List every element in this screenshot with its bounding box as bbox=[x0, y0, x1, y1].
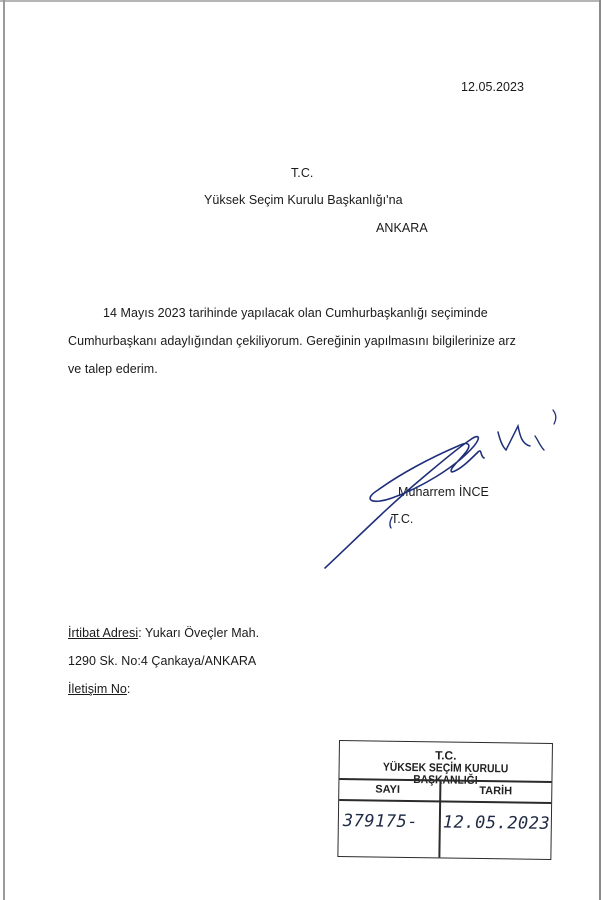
address-label: İrtibat Adresi bbox=[68, 626, 139, 640]
recipient-institution: Yüksek Seçim Kurulu Başkanlığı'na bbox=[204, 193, 403, 207]
stamp-number-value: 379175- bbox=[342, 811, 419, 833]
stamp-title-tc: T.C. bbox=[435, 748, 457, 763]
stamp-divider-vertical bbox=[438, 779, 441, 857]
signatory-tc: T.C. bbox=[391, 512, 414, 526]
stamp-title-institution: YÜKSEK SEÇİM KURULU bbox=[382, 761, 509, 776]
stamp-divider-middle bbox=[339, 799, 551, 803]
stamp-date-label: TARİH bbox=[479, 784, 513, 798]
phone-line bbox=[68, 682, 130, 696]
address-line-2: 1290 Sk. No:4 Çankaya/ANKARA bbox=[68, 654, 257, 668]
recipient-city: ANKARA bbox=[376, 221, 428, 235]
body-line-2: Cumhurbaşkanı adaylığından çekiliyorum. Gereğinin yapılmasını bilgilerinize arz bbox=[68, 334, 516, 348]
registry-stamp bbox=[337, 740, 553, 860]
address-street: : Yukarı Öveçler Mah. bbox=[138, 626, 260, 640]
signatory-name: Muharrem İNCE bbox=[398, 485, 489, 499]
phone-suffix: : bbox=[126, 682, 131, 696]
stamp-date-value: 12.05.2023 bbox=[442, 812, 551, 834]
recipient-tc: T.C. bbox=[291, 166, 314, 180]
body-line-3: ve talep ederim. bbox=[68, 362, 158, 376]
address-line-1 bbox=[68, 626, 259, 640]
phone-label: İletişim No bbox=[68, 682, 127, 696]
body-line-1: 14 Mayıs 2023 tarihinde yapılacak olan Cumhurbaşkanlığı seçiminde bbox=[103, 306, 488, 320]
letter-date: 12.05.2023 bbox=[461, 80, 525, 94]
stamp-number-label: SAYI bbox=[375, 783, 401, 796]
